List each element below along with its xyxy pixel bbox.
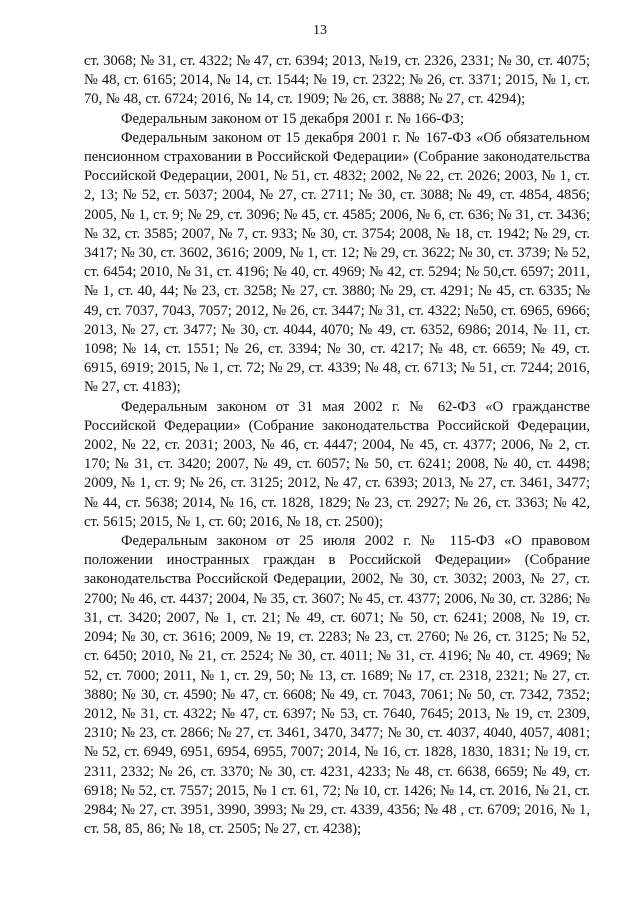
page-number: 13	[313, 23, 327, 38]
paragraph-law-166-fz: Федеральным законом от 15 декабря 2001 г. № 166-ФЗ;	[121, 110, 465, 127]
paragraph-continuation: ст. 3068; № 31, ст. 4322; № 47, ст. 6394; 2013, №19, ст. 2326, 2331; № 30, ст. 4075; № 48, ст. 6165; 2014, № 14, ст. 1544; № 19, ст. 2322; № 26, ст. 3371; 2015, № 1, ст. 70, № 48, ст. 6724; 2016, № 14, ст. 1909; № 26, ст. 3888; № 27, ст. 4294);	[84, 53, 590, 108]
document-body	[84, 52, 590, 839]
paragraph-law-167-fz: Федеральным законом от 15 декабря 2001 г. № 167-ФЗ «Об обязательном пенсионном страховании в Российской Федерации» (Собрание законодательства Российской Федерации, 2001, № 51, ст. 4832; 2002, № 22, ст. 2026; 2003, № 1, ст. 2, 13; № 52, ст. 5037; 2004, № 27, ст. 2711; № 30, ст. 3088; № 49, ст. 4854, 4856; 2005, № 1, ст. 9; № 29, ст. 3096; № 45, ст. 4585; 2006, № 6, ст. 636; № 31, ст. 3436; № 32, ст. 3585; 2007, № 7, ст. 933; № 30, ст. 3754; 2008, № 18, ст. 1942; № 29, ст. 3417; № 30, ст. 3602, 3616; 2009, № 1, ст. 12; № 29, ст. 3622; № 30, ст. 3739; № 52, ст. 6454; 2010, № 31, ст. 4196; № 40, ст. 4969; № 42, ст. 5294; № 50,ст. 6597; 2011, № 1, ст. 40, 44; № 23, ст. 3258; № 27, ст. 3880; № 29, ст. 4291; № 45, ст. 6335; № 49, ст. 7037, 7043, 7057; 2012, № 26, ст. 3447; № 31, ст. 4322; №50, ст. 6965, 6966; 2013, № 27, ст. 3477; № 30, ст. 4044, 4070; № 49, ст. 6352, 6986; 2014, № 11, ст. 1098; № 14, ст. 1551; № 26, ст. 3394; № 30, ст. 4217; № 48, ст. 6659; № 49, ст. 6915, 6919; 2015, № 1, ст. 72; № 29, ст. 4339; № 48, ст. 6713; № 51, ст. 7244; 2016, № 27, ст. 4183);	[84, 129, 590, 396]
paragraph-law-62-fz: Федеральным законом от 31 мая 2002 г. № 62-ФЗ «О гражданстве Российской Федерации» (Собрание законодательства Российской Федерации, 2002, № 22, ст. 2031; 2003, № 46, ст. 4447; 2004, № 45, ст. 4377; 2006, № 2, ст. 170; № 31, ст. 3420; 2007, № 49, ст. 6057; № 50, ст. 6241; 2008, № 40, ст. 4498; 2009, № 1, ст. 9; № 26, ст. 3125; 2012, № 47, ст. 6393; 2013, № 27, ст. 3461, 3477; № 44, ст. 5638; 2014, № 16, ст. 1828, 1829; № 23, ст. 2927; № 26, ст. 3363; № 42, ст. 5615; 2015, № 1, ст. 60; 2016, № 18, ст. 2500);	[84, 398, 590, 530]
paragraph-law-115-fz: Федеральным законом от 25 июля 2002 г. № 115-ФЗ «О правовом положении иностранных граждан в Российской Федерации» (Собрание законодательства Российской Федерации, 2002, № 30, ст. 3032; 2003, № 27, ст. 2700; № 46, ст. 4437; 2004, № 35, ст. 3607; № 45, ст. 4377; 2006, № 30, ст. 3286; № 31, ст. 3420; 2007, № 1, ст. 21; № 49, ст. 6071; № 50, ст. 6241; 2008, № 19, ст. 2094; № 30, ст. 3616; 2009, № 19, ст. 2283; № 23, ст. 2760; № 26, ст. 3125; № 52, ст. 6450; 2010, № 21, ст. 2524; № 30, ст. 4011; № 31, ст. 4196; № 40, ст. 4969; № 52, ст. 7000; 2011, № 1, ст. 29, 50; № 13, ст. 1689; № 17, ст. 2318, 2321; № 27, ст. 3880; № 30, ст. 4590; № 47, ст. 6608; № 49, ст. 7043, 7061; № 50, ст. 7342, 7352; 2012, № 31, ст. 4322; № 47, ст. 6397; № 53, ст. 7640, 7645; 2013, № 19, ст. 2309, 2310; № 23, ст. 2866; № 27, ст. 3461, 3470, 3477; № 30, ст. 4037, 4040, 4057, 4081; № 52, ст. 6949, 6951, 6954, 6955, 7007; 2014, № 16, ст. 1828, 1830, 1831; № 19, ст. 2311, 2332; № 26, ст. 3370; № 30, ст. 4231, 4233; № 48, ст. 6638, 6659; № 49, ст. 6918; № 52, ст. 7557; 2015, № 1 ст. 61, 72; № 10, ст. 1426; № 14, ст. 2016, № 21, ст. 2984; № 27, ст. 3951, 3990, 3993; № 29, ст. 4339, 4356; № 48 , ст. 6709; 2016, № 1, ст. 58, 85, 86; № 18, ст. 2505; № 27, ст. 4238);	[84, 533, 590, 838]
